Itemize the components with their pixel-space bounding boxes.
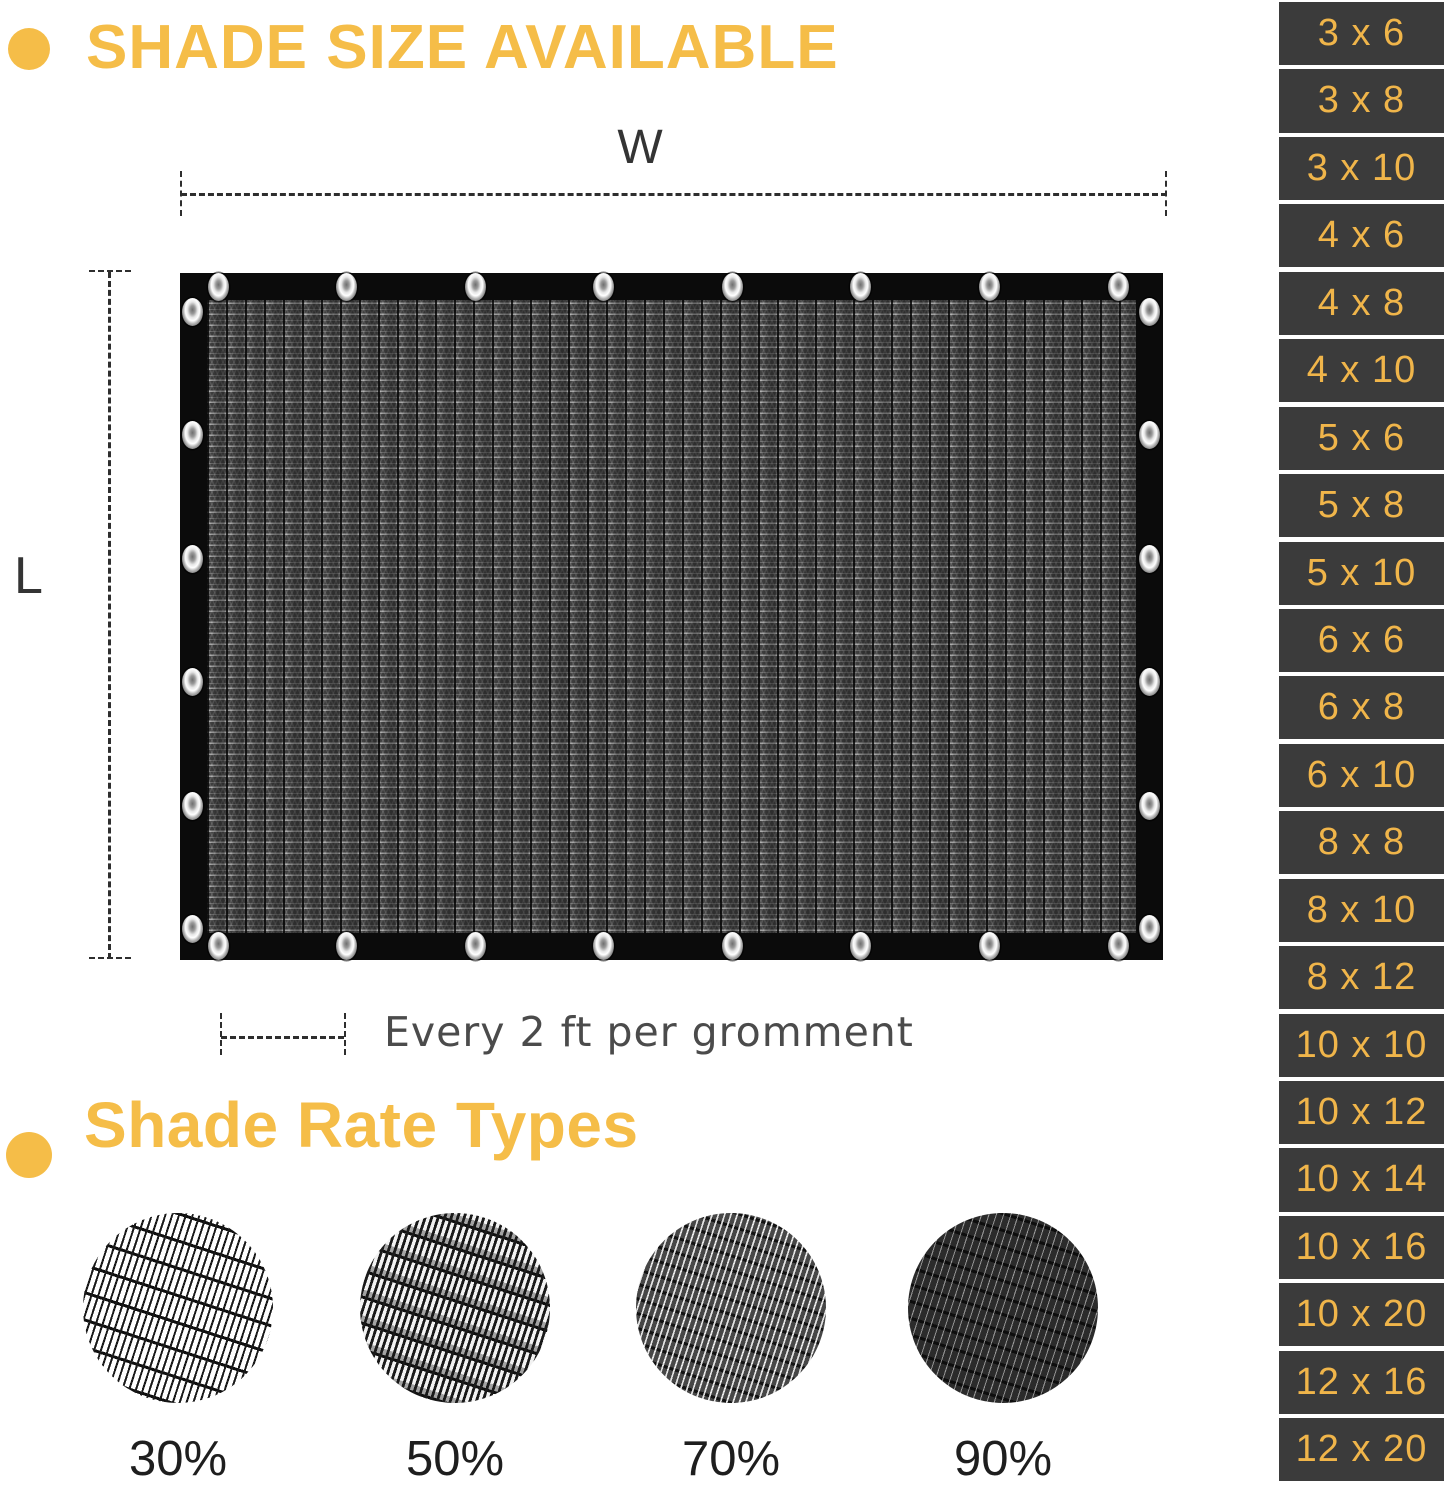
grommet-icon (1139, 421, 1160, 449)
shade-net (180, 273, 1163, 960)
grommet-icon (593, 273, 614, 301)
size-option: 6 x 10 (1279, 744, 1444, 807)
size-option: 8 x 8 (1279, 811, 1444, 874)
mesh-sample-icon (908, 1213, 1098, 1403)
size-option: 10 x 12 (1279, 1081, 1444, 1144)
size-option: 10 x 14 (1279, 1148, 1444, 1211)
shade-rate-swatch (360, 1213, 550, 1484)
grommet-icon (722, 273, 743, 301)
size-option: 10 x 10 (1279, 1014, 1444, 1077)
mesh-sample-icon (636, 1213, 826, 1403)
size-option: 3 x 8 (1279, 69, 1444, 132)
shade-rate-label: 50% (405, 1432, 505, 1485)
shade-rate-swatch (83, 1213, 273, 1484)
width-dimension-label: W (617, 121, 663, 174)
size-option: 4 x 10 (1279, 339, 1444, 402)
size-option: 3 x 6 (1279, 2, 1444, 65)
size-option: 8 x 10 (1279, 879, 1444, 942)
grommet-icon (182, 421, 203, 449)
shade-rate-label: 70% (681, 1432, 781, 1485)
grommet-spacing-tick-left (220, 1013, 222, 1055)
grommet-icon (465, 273, 486, 301)
shade-rate-label: 90% (953, 1432, 1053, 1485)
grommet-icon (208, 932, 229, 960)
grommet-icon (336, 273, 357, 301)
size-option: 5 x 8 (1279, 474, 1444, 537)
grommet-icon (850, 273, 871, 301)
mesh-sample-icon (83, 1213, 273, 1403)
grommet-spacing-tick-right (344, 1013, 346, 1055)
length-dimension-label: L (14, 547, 43, 605)
size-option: 5 x 10 (1279, 542, 1444, 605)
size-option: 6 x 8 (1279, 676, 1444, 739)
shade-net-mesh (207, 300, 1136, 933)
grommet-icon (182, 915, 203, 943)
grommet-icon (182, 792, 203, 820)
grommet-icon (182, 298, 203, 326)
size-option: 10 x 20 (1279, 1283, 1444, 1346)
section-bullet-icon (6, 1132, 52, 1178)
size-option: 3 x 10 (1279, 137, 1444, 200)
size-option: 12 x 20 (1279, 1418, 1444, 1481)
grommet-icon (1139, 545, 1160, 573)
grommet-icon (979, 273, 1000, 301)
size-option: 12 x 16 (1279, 1351, 1444, 1414)
mesh-sample-icon (360, 1213, 550, 1403)
grommet-icon (722, 932, 743, 960)
size-section-title: SHADE SIZE AVAILABLE (86, 13, 839, 82)
grommet-icon (1139, 915, 1160, 943)
grommet-icon (465, 932, 486, 960)
rate-section-title: Shade Rate Types (84, 1089, 639, 1161)
size-option: 5 x 6 (1279, 407, 1444, 470)
shade-rate-swatch (636, 1213, 826, 1484)
length-dimension-tick-bottom (89, 957, 131, 959)
size-list (1279, 2, 1444, 1481)
grommet-icon (593, 932, 614, 960)
grommet-icon (1139, 668, 1160, 696)
grommet-icon (208, 273, 229, 301)
grommet-icon (1108, 273, 1129, 301)
grommet-spacing-line (221, 1036, 344, 1039)
length-dimension-tick-top (89, 270, 131, 272)
shade-rate-label: 30% (128, 1432, 228, 1485)
size-option: 8 x 12 (1279, 946, 1444, 1009)
section-bullet-icon (8, 28, 50, 70)
grommet-icon (182, 668, 203, 696)
size-option: 10 x 16 (1279, 1216, 1444, 1279)
grommet-icon (1108, 932, 1129, 960)
size-option: 4 x 8 (1279, 272, 1444, 335)
grommet-icon (1139, 298, 1160, 326)
grommet-icon (850, 932, 871, 960)
shade-rate-swatch (908, 1213, 1098, 1484)
width-dimension-tick-right (1165, 171, 1167, 216)
width-dimension-line (181, 193, 1167, 196)
size-option: 4 x 6 (1279, 204, 1444, 267)
grommet-icon (182, 545, 203, 573)
length-dimension-line (108, 272, 111, 959)
size-option: 6 x 6 (1279, 609, 1444, 672)
grommet-icon (1139, 792, 1160, 820)
grommet-spacing-note: Every 2 ft per gromment (384, 1008, 914, 1056)
width-dimension-tick-left (180, 171, 182, 216)
grommet-icon (979, 932, 1000, 960)
grommet-icon (336, 932, 357, 960)
